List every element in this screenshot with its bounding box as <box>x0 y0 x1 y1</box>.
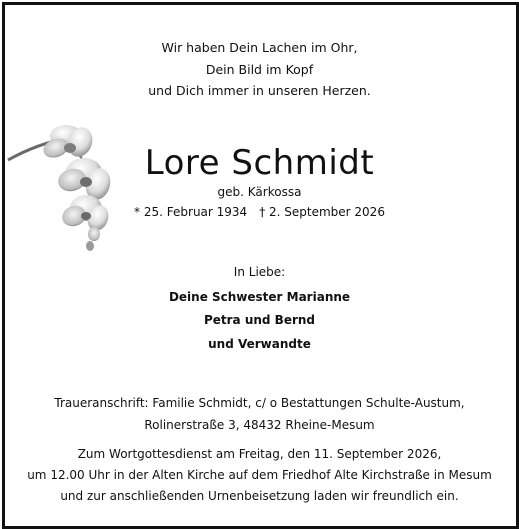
verse-line-1: Wir haben Dein Lachen im Ohr, <box>161 40 358 55</box>
service-line-3: und zur anschließenden Urnenbeisetzung laden wir freundlich ein. <box>60 489 459 503</box>
address-line-1: Traueranschrift: Familie Schmidt, c/ o Bestattungen Schulte-Austum, <box>54 396 465 410</box>
mourners-intro: In Liebe: <box>233 265 286 279</box>
mourner-line-3: und Verwandte <box>208 337 311 351</box>
mourner-line-2: Petra und Bernd <box>203 313 316 327</box>
birth-name: geb. Kärkossa <box>217 185 302 199</box>
deceased-name: Lore Schmidt <box>144 143 375 183</box>
mourner-line-1: Deine Schwester Marianne <box>168 290 351 304</box>
address-line-2: Rolinerstraße 3, 48432 Rheine-Mesum <box>144 418 375 432</box>
verse-line-2: Dein Bild im Kopf <box>205 62 314 77</box>
birth-date: * 25. Februar 1934 <box>134 205 248 219</box>
verse-line-3: und Dich immer in unseren Herzen. <box>148 83 371 98</box>
service-line-2: um 12.00 Uhr in der Alten Kirche auf dem Friedhof Alte Kirchstraße in Mesum <box>27 468 492 482</box>
service-line-1: Zum Wortgottesdienst am Freitag, den 11. September 2026, <box>77 447 442 461</box>
death-date: † 2. September 2026 <box>259 205 385 219</box>
life-dates <box>0 205 519 219</box>
